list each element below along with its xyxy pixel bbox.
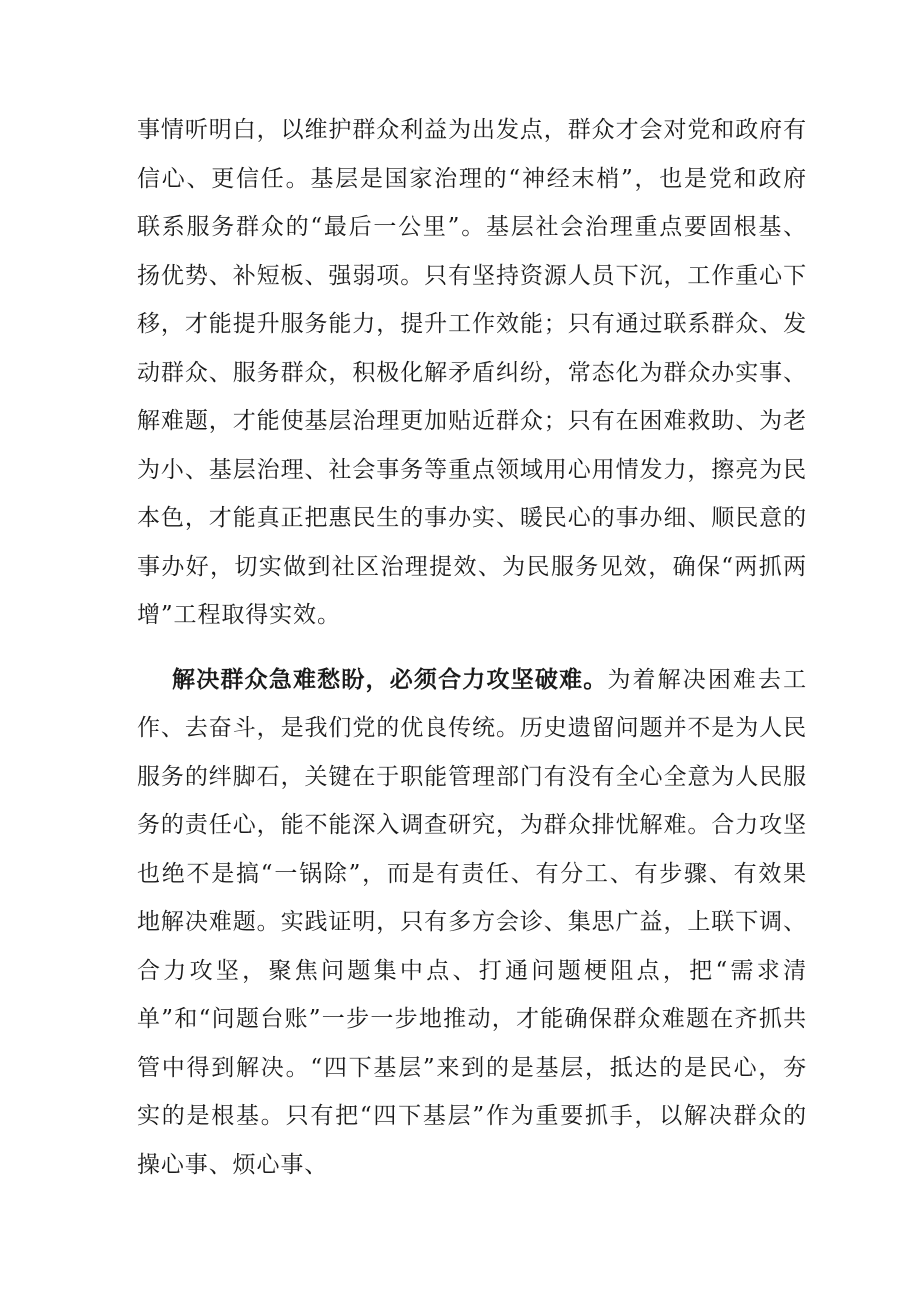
paragraph-continued: [137, 106, 807, 640]
section-heading: 解决群众急难愁盼，必须合力攻坚破难。: [172, 666, 608, 693]
paragraph-text: 为着解决困难去工作、去奋斗，是我们党的优良传统。历史遗留问题并不是为人民服务的绊脚石，关键在于职能管理部门有没有全心全意为人民服务的责任心，能不能深入调查研究，为群众排忧解难。合力攻坚也绝不是搞“一锅除”，而是有责任、有分工、有步骤、有效果地解决难题。实践证明，只有多方会诊、集思广益，上联下调、合力攻坚，聚焦问题集中点、打通问题梗阻点，把“需求清单”和“问题台账”一步一步地推动，才能确保群众难题在齐抓共管中得到解决。“四下基层”来到的是基层，抵达的是民心，夯实的是根基。只有把“四下基层”作为重要抓手，以解决群众的操心事、烦心事、: [137, 666, 808, 1178]
paragraph-section: [137, 656, 807, 1190]
document-body: [137, 106, 807, 1189]
paragraph-text: 事情听明白，以维护群众利益为出发点，群众才会对党和政府有信心、更信任。基层是国家治理的“神经末梢”，也是党和政府联系服务群众的“最后一公里”。基层社会治理重点要固根基、扬优势、补短板、强弱项。只有坚持资源人员下沉，工作重心下移，才能提升服务能力，提升工作效能；只有通过联系群众、发动群众、服务群众，积极化解矛盾纠纷，常态化为群众办实事、解难题，才能使基层治理更加贴近群众；只有在困难救助、为老为小、基层治理、社会事务等重点领域用心用情发力，擦亮为民本色，才能真正把惠民生的事办实、暖民心的事办细、顺民意的事办好，切实做到社区治理提效、为民服务见效，确保“两抓两增”工程取得实效。: [137, 117, 807, 628]
